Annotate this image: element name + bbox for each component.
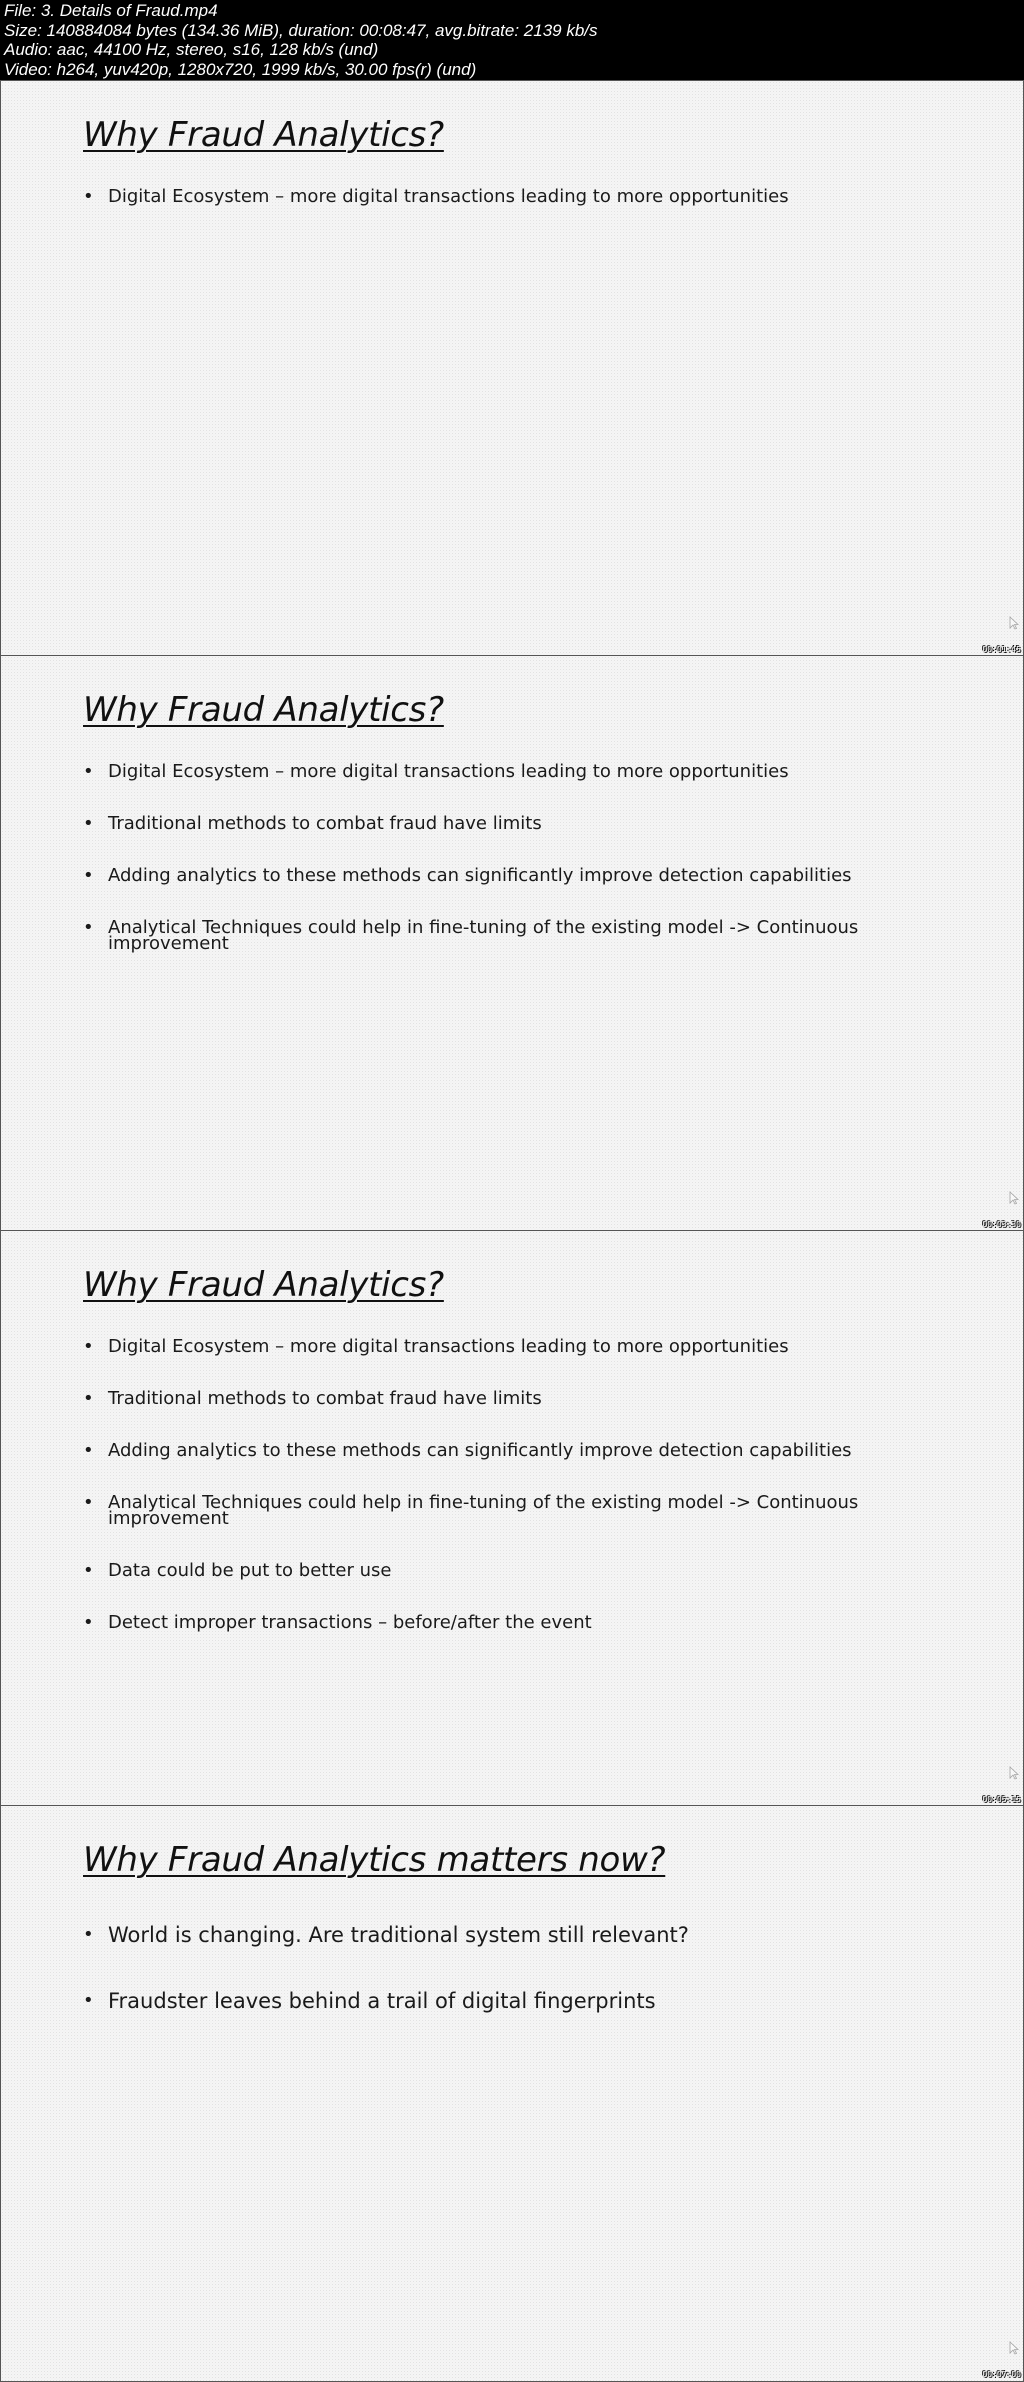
bullet-list bbox=[83, 1336, 983, 1667]
bullet-list bbox=[83, 761, 983, 988]
mouse-cursor-icon bbox=[1009, 1766, 1019, 1780]
bullet-item: • Adding analytics to these methods can significantly improve detection capabilities bbox=[83, 1443, 983, 1459]
slide-title: Why Fraud Analytics? bbox=[83, 1265, 444, 1305]
video-thumbnail-3[interactable] bbox=[0, 1230, 1024, 1807]
bullet-item: • Analytical Techniques could help in fine-tuning of the existing model -> Continuous improvement bbox=[83, 920, 983, 952]
thumbnail-timestamp: 00:05:15 bbox=[982, 1795, 1021, 1804]
bullet-item: • Analytical Techniques could help in fine-tuning of the existing model -> Continuous improvement bbox=[83, 1495, 983, 1527]
slide-title: Why Fraud Analytics? bbox=[83, 690, 444, 730]
audio-info-line: Audio: aac, 44100 Hz, stereo, s16, 128 kb/s (und) bbox=[4, 40, 379, 59]
slide-title: Why Fraud Analytics? bbox=[83, 115, 444, 155]
bullet-item: • Traditional methods to combat fraud have limits bbox=[83, 1391, 983, 1407]
file-size-line: Size: 140884084 bytes (134.36 MiB), duration: 00:08:47, avg.bitrate: 2139 kb/s bbox=[4, 20, 598, 40]
thumbnail-timestamp: 00:01:45 bbox=[982, 645, 1021, 654]
video-thumbnail-2[interactable] bbox=[0, 655, 1024, 1232]
mouse-cursor-icon bbox=[1009, 2341, 1019, 2355]
bullet-item: • Digital Ecosystem – more digital transactions leading to more opportunities bbox=[83, 764, 983, 780]
bullet-item: • Traditional methods to combat fraud have limits bbox=[83, 816, 983, 832]
thumbnail-timestamp: 00:07:00 bbox=[982, 2370, 1021, 2379]
bullet-item: • Detect improper transactions – before/after the event bbox=[83, 1615, 983, 1631]
bullet-item: • Data could be put to better use bbox=[83, 1563, 983, 1579]
bullet-item: • Digital Ecosystem – more digital transactions leading to more opportunities bbox=[83, 1339, 983, 1355]
video-info-line: Video: h264, yuv420p, 1280x720, 1999 kb/s, 30.00 fps(r) (und) bbox=[4, 59, 477, 79]
bullet-list bbox=[83, 186, 983, 241]
slide-title: Why Fraud Analytics matters now? bbox=[83, 1840, 666, 1880]
video-thumbnail-1[interactable] bbox=[0, 80, 1024, 657]
file-info-header bbox=[0, 0, 1024, 80]
mouse-cursor-icon bbox=[1009, 1191, 1019, 1205]
bullet-list bbox=[83, 1924, 983, 2056]
bullet-item: • Adding analytics to these methods can significantly improve detection capabilities bbox=[83, 868, 983, 884]
file-name-line: File: 3. Details of Fraud.mp4 bbox=[4, 1, 218, 20]
mouse-cursor-icon bbox=[1009, 616, 1019, 630]
thumbnail-timestamp: 00:03:30 bbox=[982, 1220, 1021, 1229]
bullet-item: • World is changing. Are traditional system still relevant? bbox=[83, 1924, 983, 1946]
video-thumbnail-4[interactable] bbox=[0, 1805, 1024, 2382]
bullet-item: • Fraudster leaves behind a trail of digital fingerprints bbox=[83, 1990, 983, 2012]
bullet-item: • Digital Ecosystem – more digital transactions leading to more opportunities bbox=[83, 189, 983, 205]
